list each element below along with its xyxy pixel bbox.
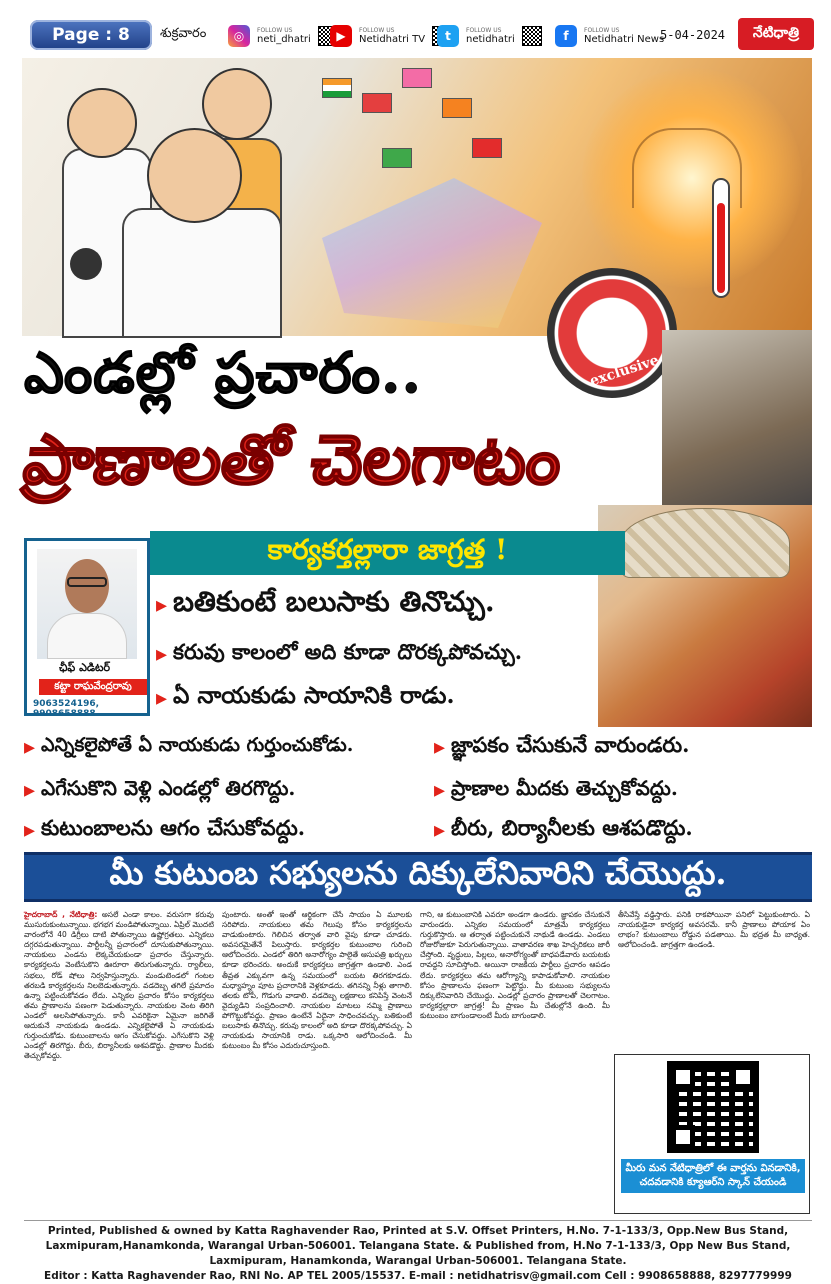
bullet-point: ▸ కుటుంబాలను ఆగం చేసుకోవద్దు. [24, 814, 306, 843]
arrow-icon: ▸ [24, 777, 36, 803]
arrow-icon: ▸ [24, 734, 36, 760]
imprint-line: Printed, Published & owned by Katta Raghavender Rao, Printed at S.V. Offset Printers, H.No. 7-1-133/3, Opp.New Bus Stand, Laxmipuram,Hanamkonda, Warangal Urban-506001. Telangana State. & Published from, H.No 7-1-133/3, Opp New Bus Stand, Laxmipuram, Hanamkonda, Warangal Urban-506001. Telangana State. [45, 1225, 791, 1267]
editor-photo [37, 549, 137, 659]
crowd-photo [662, 330, 812, 530]
crowd-graphic [322, 178, 542, 328]
cartoon-figure-center [122, 208, 282, 338]
bullet-point: ▸ బతికుంటే బలుసాకు తినొచ్చు. [156, 585, 495, 618]
editor-card [24, 538, 150, 719]
shawl-graphic [620, 508, 790, 578]
facebook-link[interactable]: f FOLLOW US Netidhatri News [555, 24, 668, 48]
instagram-icon: ◎ [228, 25, 250, 47]
twitter-link[interactable]: t FOLLOW US netidhatri [437, 24, 542, 48]
glasses-icon [67, 577, 107, 587]
youtube-link[interactable]: ▶ FOLLOW US Netidhatri TV [330, 24, 452, 48]
flag-icon [362, 93, 392, 113]
article-column-3: గాని, ఆ కుటుంబానికి ఎవరూ అండగా ఉండరు. జ్ఞాపకం చేసుకునే వారుండరు. ఎన్నికల సమయంలో మాత్రమే కార్యకర్తలు గుర్తుకొస్తారు. ఆ తర్వాత పట్టించుకునే నాథుడే ఉండడు. ఎండలు రోజురోజుకూ పెరుగుతున్నాయి. వాతావరణ శాఖ హెచ్చరికలు జారీ చేస్తోంది. వృద్ధులు, పిల్లలు, అనారోగ్యంతో బాధపడేవారు బయటకు రావద్దని సూచిస్తోంది. అయినా రాజకీయ పార్టీలు ప్రచారం ఆపడం లేదు. కార్యకర్తలు తమ ఆరోగ్యాన్ని కాపాడుకోవాలి. నాయకుల కోసం ప్రాణాలను ఫణంగా పెట్టొద్దు. మీ కుటుంబ సభ్యులను దిక్కులేనివారిని చేయొద్దు. ఎండల్లో ప్రచారం ప్రాణాలతో చెలగాటం. కార్యకర్తల్లారా జాగ్రత్త! మీ ప్రాణం మీ చేతుల్లోనే ఉంది. మీ కుటుంబం బాగుండాలంటే మీరు బాగుండాలి. [420, 910, 610, 1020]
qr-code-icon[interactable] [667, 1061, 759, 1153]
arrow-icon: ▸ [24, 817, 36, 843]
newspaper-logo: నేటిధాత్రి [738, 18, 814, 50]
qr-code-icon [522, 26, 542, 46]
qr-code-panel[interactable] [614, 1054, 810, 1214]
bullet-point: ▸ జ్ఞాపకం చేసుకునే వారుండరు. [434, 731, 690, 760]
arrow-icon: ▸ [156, 641, 168, 667]
subheadline: కార్యకర్తల్లారా జాగ్రత్త ! [150, 531, 625, 575]
qr-caption: మీరు మన నేటిధాత్రిలో ఈ వార్తను వినడానికి, చదవడానికి క్యూఆర్‌ని స్కాన్ చేయండి [621, 1159, 805, 1193]
exclusive-badge: exclusive [530, 251, 694, 415]
twitter-handle: netidhatri [466, 34, 515, 45]
article-column-2: పుంటారు. అంతో ఇంతో ఆర్థికంగా చేసే సాయం ఏ మూలకు సరిపోదు. నాయకులు తమ గెలుపు కోసం కార్యకర్తలను వాడుకుంటారు. గెలిచిన తర్వాత వారి వైపు కూడా చూడరు. అవసరమైతేనే పిలుస్తారు. కార్యకర్తల కుటుంబాల గురించి ఆలోచించరు. ఎండలో తిరిగి అనారోగ్యం పాలైతే ఆసుపత్రి ఖర్చులు కూడా భరించరు. అందుకే కార్యకర్తలు జాగ్రత్తగా ఉండాలి. ఎండ తీవ్రత ఎక్కువగా ఉన్న సమయంలో బయట తిరగకూడదు. మధ్యాహ్నం పూట ప్రచారానికి వెళ్లకూడదు. తగినన్ని నీళ్లు తాగాలి. తలకు టోపీ, గొడుగు వాడాలి. వడదెబ్బ లక్షణాలు కనిపిస్తే వెంటనే వైద్యుడిని సంప్రదించాలి. నాయకుల మాటలు నమ్మి ప్రాణాలు పోగొట్టుకోవద్దు. ప్రాణం ఉంటేనే ఏదైనా సాధించవచ్చు. బతికుంటే బలుసాకు తినొచ్చు. కరువు కాలంలో అది కూడా దొరక్కపోవచ్చు. ఏ నాయకుడు సాయానికి రాడు. ఒక్కసారి ఆలోచించండి. మీ కుటుంబం మీ కోసం ఎదురుచూస్తుంది. [222, 910, 412, 1051]
bullet-point: ▸ ఎన్నికలైపోతే ఏ నాయకుడు గుర్తుంచుకోడు. [24, 733, 354, 760]
bullet-point: ▸ ఏ నాయకుడు సాయానికి రాడు. [156, 681, 455, 711]
thermometer-icon [712, 178, 730, 298]
arrow-icon: ▸ [156, 592, 168, 618]
bullet-point: ▸ బీరు, బిర్యానీలకు ఆశపడొద్దు. [434, 814, 693, 843]
imprint-footer [24, 1220, 812, 1284]
editor-contact-line: Editor : Katta Raghavender Rao, RNI No. AP TEL 2005/15537. E-mail : netidhatrisv@gmail.com Cell : 9908658888, 8297779999 [44, 1270, 792, 1282]
youtube-icon: ▶ [330, 25, 352, 47]
editor-phone: 9063524196, 9908658888 [33, 699, 100, 719]
cartoon-head-left [67, 88, 137, 158]
microphone-icon [70, 248, 102, 280]
flag-icon [472, 138, 502, 158]
arrow-icon: ▸ [434, 817, 446, 843]
bullet-point: ▸ కరువు కాలంలో అది కూడా దొరక్కపోవచ్చు. [156, 638, 523, 667]
editor-title: ఛీఫ్ ఎడిటర్ [59, 661, 111, 674]
page-number-badge: Page : 8 [30, 20, 152, 50]
page-header [0, 0, 831, 58]
twitter-icon: t [437, 25, 459, 47]
flag-icon [382, 148, 412, 168]
flag-icon [442, 98, 472, 118]
editor-name: కట్టా రాఘవేంద్రరావు [39, 679, 147, 695]
arrow-icon: ▸ [434, 734, 446, 760]
headline-primary: ఎండల్లో ప్రచారం.. [24, 340, 422, 406]
flag-icon [322, 78, 352, 98]
youtube-handle: Netidhatri TV [359, 34, 426, 45]
article-byline: హైదరాబాద్ , నేటిధాత్రి: [24, 910, 98, 919]
bullet-point: ▸ ప్రాణాల మీదకు తెచ్చుకోవద్దు. [434, 775, 678, 803]
warning-banner: మీ కుటుంబ సభ్యులను దిక్కులేనివారిని చేయొద్దు. [24, 852, 812, 902]
cartoon-head-right [202, 68, 272, 140]
facebook-handle: Netidhatri News [584, 34, 665, 45]
article-column-1: హైదరాబాద్ , నేటిధాత్రి: అసలే ఎండా కాలం. వరుసగా కరువు ముసురుకుంటున్నాయి. భగభగ మండిపోతున్నాయి. ఏప్రిల్ మొదటి వారంలోనే 40 డిగ్రీలు దాటి పోతున్నాయి ఉష్ణోగ్రతలు. ఎన్నికలు దగ్గరపడుతున్నాయి. పార్టీలన్నీ ప్రచారంలో దూసుకుపోతున్నాయి. నాయకులు ఎండను లెక్కచేయకుండా ప్రచారం చేస్తున్నారు. కార్యకర్తలను వెంటేసుకొని ఊరూరా తిరుగుతున్నారు. ర్యాలీలు, సభలు, రోడ్ షోలు నిర్వహిస్తున్నారు. మండుటెండలో గంటల తరబడి కార్యకర్తలను నిలబెడుతున్నారు. వడదెబ్బ తగిలే ప్రమాదం ఉన్నా పట్టించుకోవడం లేదు. ఎన్నికల ప్రచారం కోసం కార్యకర్తలు తమ ప్రాణాలను పణంగా పెడుతున్నారు. నాయకుల వెంట తిరిగి ఎండలో అలసిపోతున్నారు. కానీ ఎవరికైనా ఏమైనా జరిగితే ఆదుకునే నాయకుడు ఉండడు. ఎన్నికలైపోతే ఏ నాయకుడు గుర్తుంచుకోడు. కుటుంబాలను ఆగం చేసుకోవద్దు. ఎగేసుకొని వెళ్లి ఎండల్లో తిరగొద్దు. బీరు, బిర్యానీలకు ఆశపడొద్దు. ప్రాణాల మీదకు తెచ్చుకోవద్దు. [24, 910, 214, 1061]
arrow-icon: ▸ [434, 777, 446, 803]
issue-date: 5-04-2024 [660, 28, 726, 42]
instagram-handle: neti_dhatri [257, 34, 311, 45]
arrow-icon: ▸ [156, 685, 168, 711]
bullet-point: ▸ ఎగేసుకొని వెళ్లి ఎండల్లో తిరగొద్దు. [24, 775, 296, 803]
article-column-4: తీసివేస్తే వడ్డిస్తారు. పనికి రాకపోయినా పనిలో పెట్టుకుంటారు. ఏ నాయకుడైనా కార్యకర్త అవసరమే. కానీ ప్రాణాలు పోయాక ఏం లాభం? కుటుంబాలు రోడ్డున పడతాయి. మీ భద్రత మీ బాధ్యత. ఆలోచించండి. జాగ్రత్తగా ఉండండి. [618, 910, 810, 950]
instagram-link[interactable]: ◎ FOLLOW US neti_dhatri [228, 24, 338, 48]
headline-secondary: ప్రాణాలతో చెలగాటం [19, 420, 566, 500]
cartoon-head-center [147, 128, 242, 223]
weekday-label: శుక్రవారం [160, 26, 207, 41]
facebook-icon: f [555, 25, 577, 47]
flag-icon [402, 68, 432, 88]
